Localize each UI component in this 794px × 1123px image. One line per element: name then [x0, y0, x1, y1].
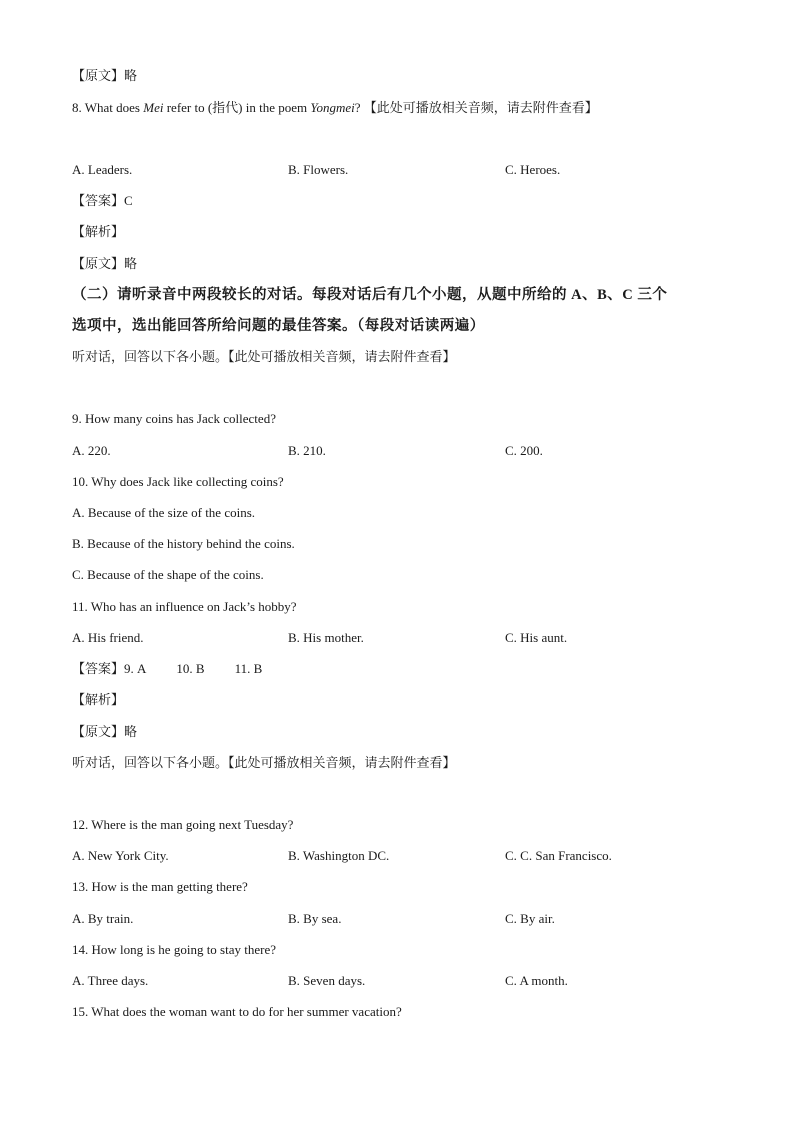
q8-text-mid: refer to (指代) in the poem: [163, 100, 311, 115]
q12-option-a: A. New York City.: [72, 848, 169, 863]
q8-option-b: B. Flowers.: [288, 162, 349, 177]
q9-option-b: B. 210.: [288, 443, 326, 458]
q14-option-a: A. Three days.: [72, 973, 149, 988]
answer-2-item: 11. B: [234, 661, 263, 676]
q13-options: [0, 910, 794, 928]
q11-option-b: B. His mother.: [288, 630, 364, 645]
q11-option-a: A. His friend.: [72, 630, 144, 645]
q8-text-post[interactable]: ? 【此处可播放相关音频，请去附件查看】: [354, 100, 598, 115]
q13-option-a: A. By train.: [72, 911, 134, 926]
answer-2-label: 【答案】: [72, 661, 125, 676]
answer-2: [72, 660, 262, 678]
yuanwen-line-1: 【原文】略: [72, 68, 138, 83]
q8-option-a: A. Leaders.: [72, 162, 133, 177]
q14-option-c: C. A month.: [505, 973, 568, 988]
q8-text-pre: 8. What does: [72, 100, 144, 115]
question-8: [72, 99, 598, 117]
listen-instruction-2[interactable]: 听对话，回答以下各小题。【此处可播放相关音频，请去附件查看】: [72, 755, 456, 770]
question-11: 11. Who has an influence on Jack’s hobby?: [72, 599, 297, 614]
listen-instruction-1[interactable]: 听对话，回答以下各小题。【此处可播放相关音频，请去附件查看】: [72, 349, 456, 364]
q12-option-b: B. Washington DC.: [288, 848, 390, 863]
question-12: 12. Where is the man going next Tuesday?: [72, 817, 294, 832]
question-13: 13. How is the man getting there?: [72, 879, 248, 894]
section-2-heading-line-1: （二）请听录音中两段较长的对话。每段对话后有几个小题，从题中所给的 A、B、C 三个: [72, 287, 668, 303]
q12-options: [0, 847, 794, 865]
question-14: 14. How long is he going to stay there?: [72, 942, 276, 957]
jiexi-2: 【解析】: [72, 692, 125, 707]
answer-2-item: 9. A: [124, 661, 147, 676]
q14-option-b: B. Seven days.: [288, 973, 366, 988]
q14-options: [0, 972, 794, 990]
q13-option-b: B. By sea.: [288, 911, 342, 926]
jiexi-1: 【解析】: [72, 224, 125, 239]
question-9: 9. How many coins has Jack collected?: [72, 411, 276, 426]
q9-option-c: C. 200.: [505, 443, 543, 458]
answer-2-item: 10. B: [176, 661, 205, 676]
q9-option-a: A. 220.: [72, 443, 111, 458]
yuanwen-line-2: 【原文】略: [72, 256, 138, 271]
question-10: 10. Why does Jack like collecting coins?: [72, 474, 284, 489]
q8-yongmei: Yongmei: [310, 100, 355, 115]
answer-1: 【答案】C: [72, 193, 133, 208]
yuanwen-line-3: 【原文】略: [72, 724, 138, 739]
q10-option-a: A. Because of the size of the coins.: [72, 505, 256, 520]
q8-option-c: C. Heroes.: [505, 162, 561, 177]
q10-option-b: B. Because of the history behind the coins.: [72, 536, 295, 551]
q11-option-c: C. His aunt.: [505, 630, 568, 645]
q8-options: [0, 161, 794, 179]
section-2-heading-line-2: 选项中，选出能回答所给问题的最佳答案。（每段对话读两遍）: [72, 318, 485, 334]
q12-option-c: C. C. San Francisco.: [505, 848, 612, 863]
q8-mei: Mei: [143, 100, 164, 115]
q10-option-c: C. Because of the shape of the coins.: [72, 567, 264, 582]
q11-options: [0, 629, 794, 647]
q13-option-c: C. By air.: [505, 911, 555, 926]
question-15: 15. What does the woman want to do for her summer vacation?: [72, 1004, 402, 1019]
q9-options: [0, 442, 794, 460]
